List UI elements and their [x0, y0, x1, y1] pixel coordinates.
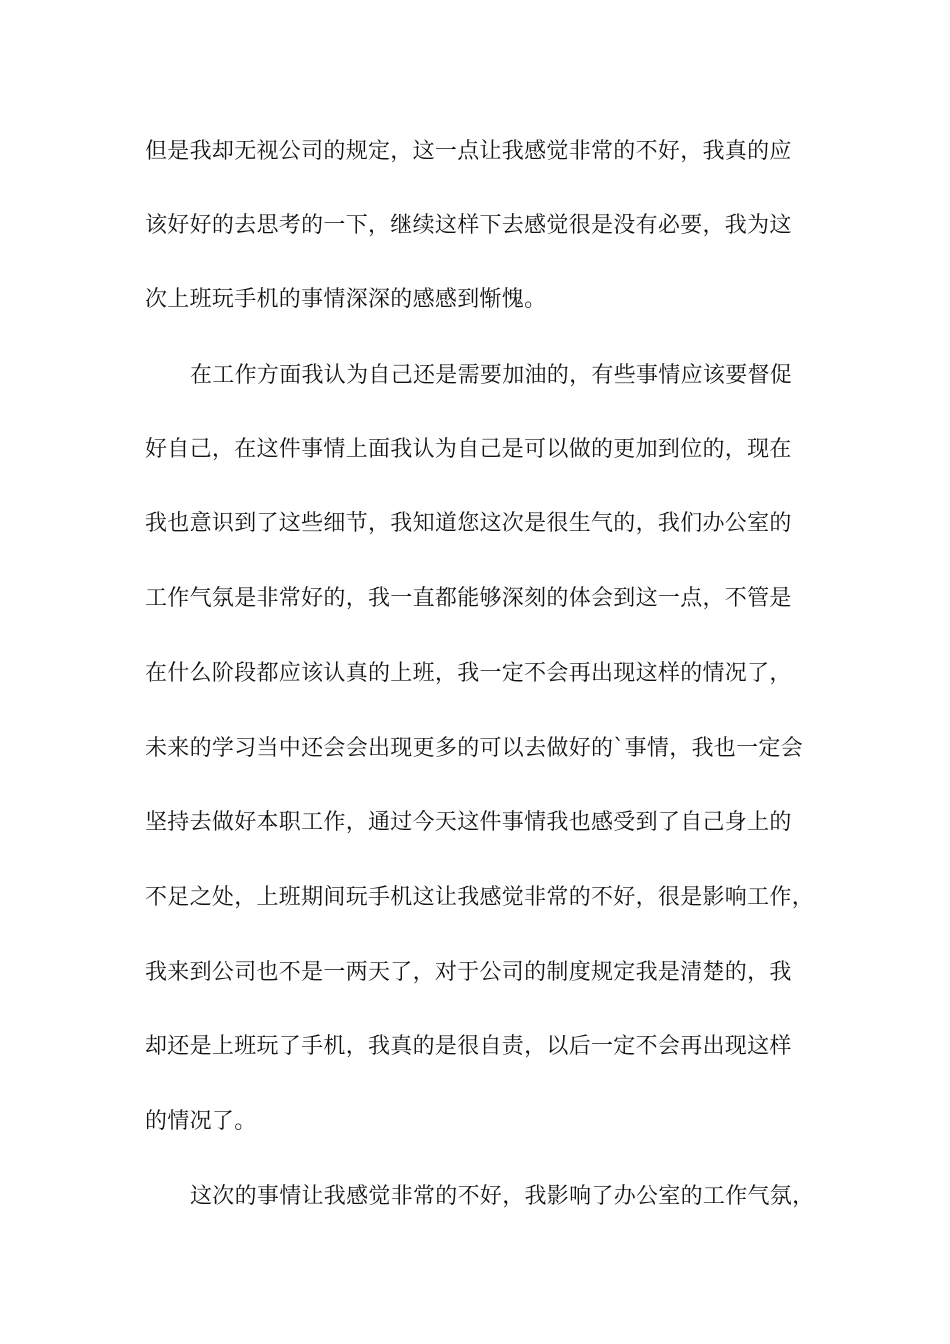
text-line: 但是我却无视公司的规定，这一点让我感觉非常的不好，我真的应 — [145, 139, 792, 164]
text-line: 我来到公司也不是一两天了，对于公司的制度规定我是清楚的，我 — [145, 960, 792, 985]
text-line: 工作气氛是非常好的，我一直都能够深刻的体会到这一点，不管是 — [145, 586, 792, 611]
text-line: 次上班玩手机的事情深深的感感到惭愧。 — [145, 287, 547, 312]
text-line: 却还是上班玩了手机，我真的是很自责，以后一定不会再出现这样 — [145, 1034, 792, 1059]
text-line: 在什么阶段都应该认真的上班，我一定不会再出现这样的情况了， — [145, 661, 792, 686]
text-line: 我也意识到了这些细节，我知道您这次是很生气的，我们办公室的 — [145, 511, 792, 536]
text-line: 未来的学习当中还会会出现更多的可以去做好的`事情，我也一定会 — [145, 736, 804, 761]
paragraph-first-line: 在工作方面我认为自己还是需要加油的，有些事情应该要督促 — [190, 363, 793, 388]
text-line: 好自己，在这件事情上面我认为自己是可以做的更加到位的，现在 — [145, 437, 792, 462]
paragraph-first-line: 这次的事情让我感觉非常的不好，我影响了办公室的工作气氛， — [190, 1184, 815, 1209]
text-line: 该好好的去思考的一下，继续这样下去感觉很是没有必要，我为这 — [145, 213, 792, 238]
text-line: 坚持去做好本职工作，通过今天这件事情我也感受到了自己身上的 — [145, 810, 792, 835]
text-line: 的情况了。 — [145, 1109, 257, 1134]
text-line: 不足之处，上班期间玩手机这让我感觉非常的不好，很是影响工作， — [145, 885, 815, 910]
